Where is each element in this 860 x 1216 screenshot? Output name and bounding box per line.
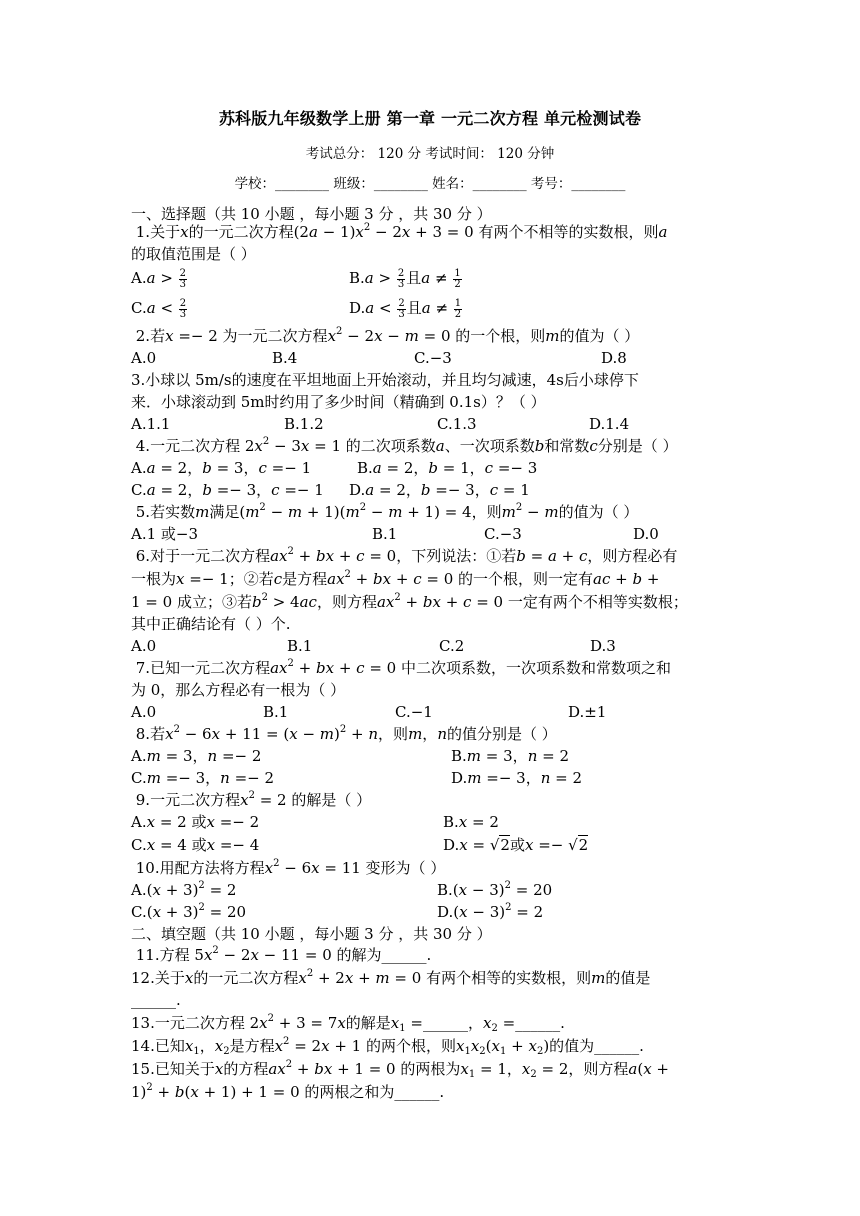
q9-option-a: A.x = 2 或x =− 2 [131,813,260,831]
question-4: 4.一元二次方程 $2x^2 - 3x = 1$ 的二次项系数a、一次项系数b和常数c分别是（ ） [131,436,678,455]
q2-option-d: D.8 [601,349,627,367]
q6-option-c: C.2 [439,637,465,655]
q1-option-c: C.a < $\frac{2}{3}$ [131,297,187,320]
question-15-cont: 1)$^2$ + b(x + 1) + 1 = 0 的两根之和为______. [131,1082,445,1101]
q2-option-c: C.−3 [414,349,452,367]
q4-option-c: C.a = 2，b =− 3，c =− 1 [131,481,324,499]
exam-info: 考试总分： 120 分 考试时间： 120 分钟 [305,146,555,162]
section-choice-heading: 一、选择题（共 10 小题 ，每小题 3 分 ，共 30 分 ） [131,205,492,223]
q10-option-d: $D.(x - 3)^2 = 2$ [437,902,544,921]
question-6: 6.对于一元二次方程$ax^2$ + bx + c = 0，下列说法：①若b = a + c，则方程必有 [131,546,678,565]
q3-option-a: A.1.1 [131,415,171,433]
q4-option-d: D.a = 2，b =− 3，c = 1 [349,481,530,499]
question-8: 8.若$x^2 - 6x + 11 = (x - m)^2 + n$，则m，n的值分别是（ ） [131,724,557,743]
question-3: 3.小球以 5m/s的速度在平坦地面上开始滚动，并且均匀减速，4s后小球停下 [131,371,639,389]
q9-option-b: B.x = 2 [443,813,499,831]
q2-option-a: A.0 [131,349,157,367]
question-5: 5.若实数m满足$(m^2 - m + 1)(m^2 - m + 1) = 4$，则$m^2 - m$的值为（ ） [131,502,639,521]
q3-option-c: C.1.3 [437,415,477,433]
question-7-cont: 为 0，那么方程必有一根为（ ） [131,681,346,699]
q10-option-c: $C.(x + 3)^2 = 20$ [131,902,247,921]
q7-option-b: B.1 [263,703,289,721]
q10-option-b: $B.(x - 3)^2 = 20$ [437,880,553,899]
student-fields: 学校：________ 班级：________ 姓名：________ 考号：________ [234,176,626,192]
question-10: 10.用配方法将方程$x^2 - 6x = 11$ 变形为（ ） [131,858,446,877]
q10-option-a: $A.(x + 3)^2 = 2$ [131,880,237,899]
question-6-cont-2: 1 = 0 成立；③若$b^2 > 4ac$，则方程$ax^2$ + bx + c = 0 一定有两个不相等实数根； [131,592,688,611]
question-11: 11.方程 $5x^2 - 2x - 11 = 0$ 的解为______. [131,945,432,964]
question-7: 7.已知一元二次方程$ax^2$ + bx + c = 0 中二次项系数，一次项系数和常数项之和 [131,658,671,677]
q7-option-c: C.−1 [395,703,433,721]
question-1-cont: 的取值范围是（ ） [131,245,256,263]
q9-option-c: C.x = 4 或x =− 4 [131,836,260,854]
q1-option-a: A.a > $\frac{2}{3}$ [131,267,187,290]
q7-option-a: A.0 [131,703,157,721]
question-6-cont-3: 其中正确结论有（ ）个. [131,615,291,633]
q5-option-d: D.0 [633,525,659,543]
q9-option-d: D.x = √2或x =− √2 [443,836,589,854]
section-fill-heading: 二、填空题（共 10 小题 ，每小题 3 分 ，共 30 分 ） [131,925,492,943]
question-13: 13.一元二次方程 $2x^2 + 3 = 7x$的解是$x_1$ =______，$x_2$ =______. [131,1013,565,1034]
question-9: 9.一元二次方程$x^2 = 2$ 的解是（ ） [131,790,372,809]
exam-title: 苏科版九年级数学上册 第一章 一元二次方程 单元检测试卷 [218,109,642,128]
q3-option-b: B.1.2 [284,415,324,433]
q3-option-d: D.1.4 [589,415,630,433]
q8-option-b: B.m = 3，n = 2 [451,747,570,765]
question-12: 12.关于x的一元二次方程$x^2 + 2x + m = 0$ 有两个相等的实数根，则m的值是 [131,968,651,987]
q6-option-a: A.0 [131,637,157,655]
q1-option-d: D.a < $\frac{2}{3}$ 且a ≠ $\frac{1}{2}$ [349,297,462,320]
question-12-cont: ______. [131,991,181,1009]
q8-option-a: A.m = 3，n =− 2 [131,747,262,765]
q5-option-b: B.1 [372,525,398,543]
q8-option-d: D.m =− 3，n = 2 [451,769,583,787]
question-1: 1.关于x的一元二次方程$(2a - 1)x^2 - 2x + 3 = 0$ 有两个不相等的实数根，则a [131,222,668,241]
q5-option-a: A.1 或−3 [131,525,199,543]
q6-option-b: B.1 [287,637,313,655]
question-3-cont: 来．小球滚动到 5m时约用了多少时间（精确到 0.1s）？（ ） [131,393,546,411]
q6-option-d: D.3 [590,637,616,655]
question-15: 15.已知关于x的方程$ax^2$ + bx + 1 = 0 的两根为$x_1 = 1$，$x_2 = 2$，则方程a(x + [131,1059,669,1080]
q1-option-b: B.a > $\frac{2}{3}$ 且a ≠ $\frac{1}{2}$ [349,267,461,290]
question-14: 14.已知$x_1$，$x_2$是方程$x^2 = 2x + 1$ 的两个根，则$x_1x_2(x_1 + x_2)$的值为______. [131,1036,644,1057]
q4-option-a: A.a = 2，b = 3，c =− 1 [131,459,312,477]
q8-option-c: C.m =− 3，n =− 2 [131,769,275,787]
q2-option-b: B.4 [272,349,298,367]
question-6-cont-1: 一根为x =− 1；②若c是方程$ax^2$ + bx + c = 0 的一个根，则一定有ac + b + [131,569,660,588]
q4-option-b: B.a = 2，b = 1，c =− 3 [357,459,538,477]
q7-option-d: D.±1 [568,703,607,721]
question-2: 2.若x =− 2 为一元二次方程$x^2 - 2x - m = 0$ 的一个根，则m的值为（ ） [131,326,640,345]
q5-option-c: C.−3 [484,525,522,543]
